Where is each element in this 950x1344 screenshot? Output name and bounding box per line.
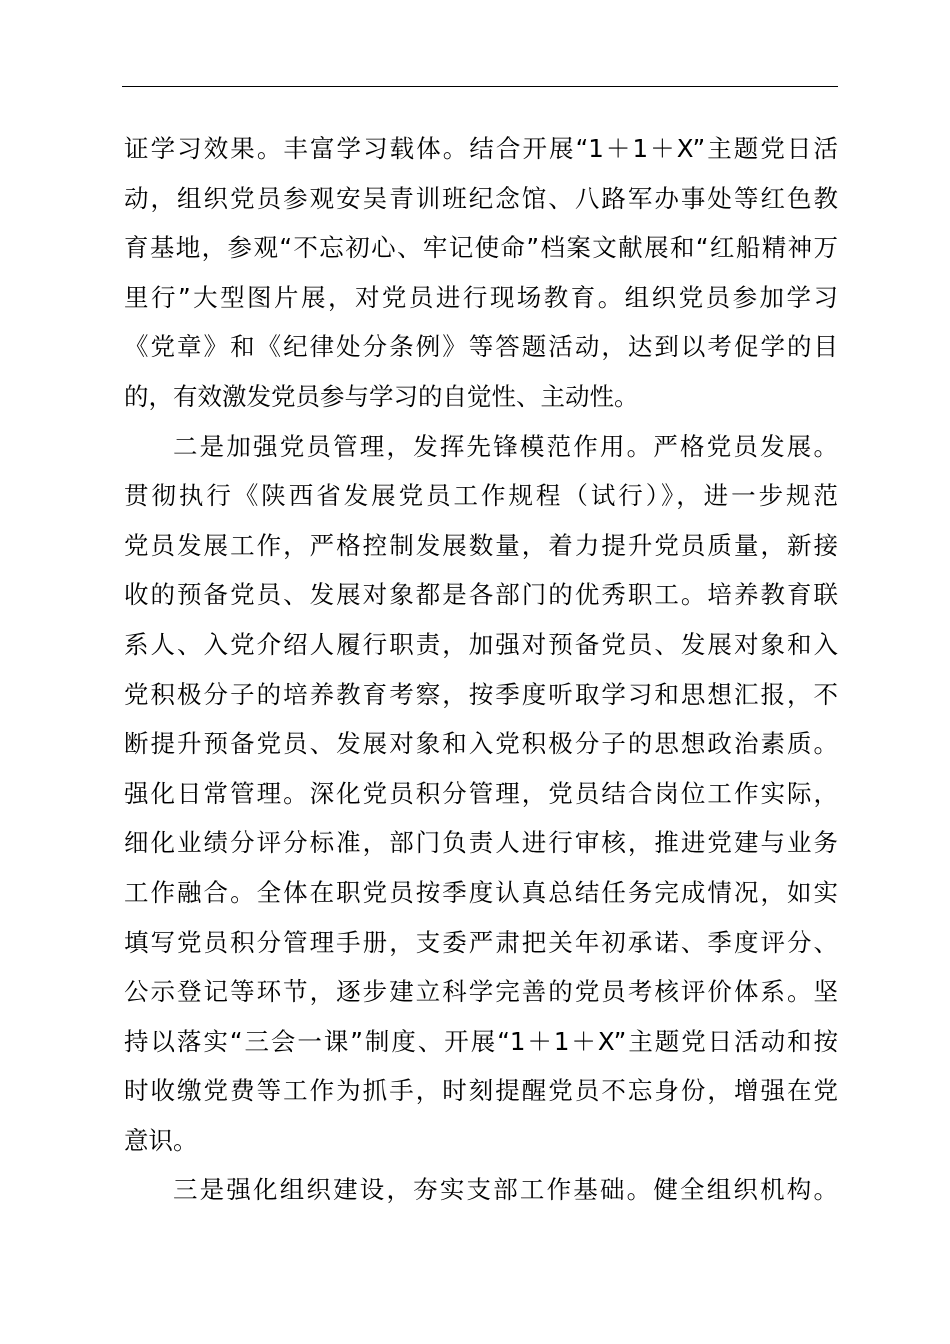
text-line: 细化业绩分评分标准，部门负责人进行审核，推进党建与业务 bbox=[124, 828, 838, 858]
text-line: 动，组织党员参观安吴青训班纪念馆、八路军办事处等红色教 bbox=[124, 183, 838, 213]
text-line: 党积极分子的培养教育考察，按季度听取学习和思想汇报，不 bbox=[124, 679, 838, 709]
text-line: 时收缴党费等工作为抓手，时刻提醒党员不忘身份，增强在党 bbox=[124, 1076, 838, 1106]
text-line: 填写党员积分管理手册，支委严肃把关年初承诺、季度评分、 bbox=[124, 927, 838, 957]
text-line: 公示登记等环节，逐步建立科学完善的党员考核评价体系。坚 bbox=[124, 977, 838, 1007]
header-rule bbox=[122, 86, 838, 87]
text-line: 里行”大型图片展，对党员进行现场教育。组织党员参加学习 bbox=[124, 282, 838, 312]
text-line: 的，有效激发党员参与学习的自觉性、主动性。 bbox=[124, 381, 639, 411]
text-line: 强化日常管理。深化党员积分管理，党员结合岗位工作实际， bbox=[124, 778, 838, 808]
text-line: 《党章》和《纪律处分条例》等答题活动，达到以考促学的目 bbox=[124, 332, 838, 362]
text-line: 收的预备党员、发展对象都是各部门的优秀职工。培养教育联 bbox=[124, 580, 838, 610]
text-line: 党员发展工作，严格控制发展数量，着力提升党员质量，新接 bbox=[124, 530, 838, 560]
text-line: 意识。 bbox=[124, 1125, 198, 1155]
text-line: 证学习效果。丰富学习载体。结合开展“1＋1＋X”主题党日活 bbox=[124, 134, 838, 163]
body-text bbox=[124, 124, 838, 1215]
text-line: 贯彻执行《陕西省发展党员工作规程（试行）》，进一步规范 bbox=[124, 481, 838, 511]
text-line: 断提升预备党员、发展对象和入党积极分子的思想政治素质。 bbox=[124, 729, 838, 759]
text-line: 工作融合。全体在职党员按季度认真总结任务完成情况，如实 bbox=[124, 877, 838, 907]
text-line: 系人、入党介绍人履行职责，加强对预备党员、发展对象和入 bbox=[124, 629, 838, 659]
text-line: 持以落实“三会一课”制度、开展“1＋1＋X”主题党日活动和按 bbox=[124, 1026, 838, 1056]
text-line: 育基地，参观“不忘初心、牢记使命”档案文献展和“红船精神万 bbox=[124, 233, 838, 263]
text-line: 二是加强党员管理，发挥先锋模范作用。严格党员发展。 bbox=[173, 431, 838, 461]
text-line: 三是强化组织建设，夯实支部工作基础。健全组织机构。 bbox=[173, 1175, 838, 1205]
